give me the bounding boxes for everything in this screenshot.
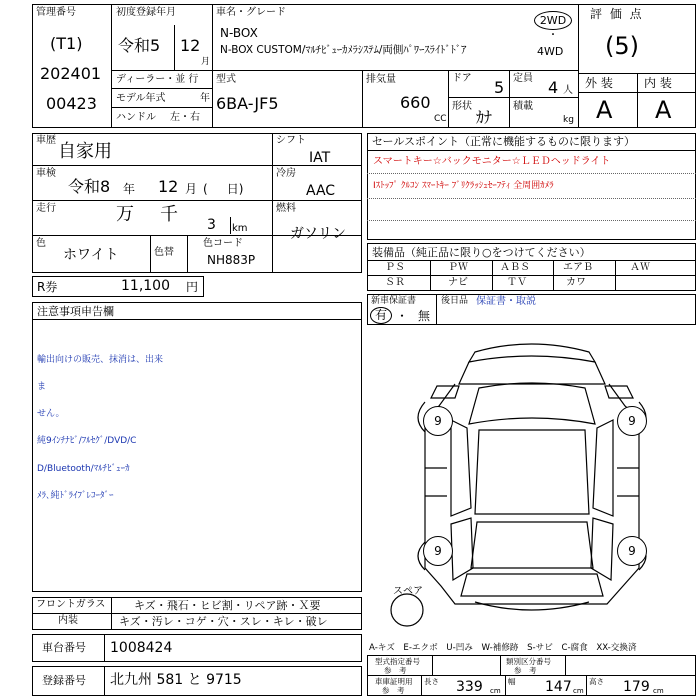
mileage-label: 走行	[36, 203, 56, 214]
year-unit: 年	[200, 93, 210, 104]
length-unit: cm	[490, 687, 501, 695]
shape-value: ｶﾅ	[476, 108, 493, 127]
height-unit: cm	[653, 687, 664, 695]
inspection-day: ( 日)	[203, 182, 244, 196]
mileage-unit: km	[232, 223, 248, 234]
note-line: 輸出向けの販売、抹消は、出来	[37, 355, 164, 365]
displacement-label: 排気量	[366, 74, 396, 85]
carname-label: 車名・グレード	[216, 7, 286, 18]
equip-tv: ＴＶ	[507, 277, 527, 288]
note-line: D/Bluetooth/ﾏﾙﾁﾋﾞｭｰｶ	[37, 464, 130, 474]
docs-label: 後日品	[441, 296, 469, 306]
note-line: ﾒﾗ､純ﾄﾞﾗｲﾌﾞﾚｺｰﾀﾞｰ	[37, 491, 114, 501]
equip-sr: ＳＲ	[385, 277, 405, 288]
note-line: ま	[37, 382, 47, 392]
dealer-label: ディーラー・並 行	[116, 74, 199, 85]
fuel-label: 燃料	[276, 203, 296, 214]
color-label: 色	[36, 238, 46, 249]
shift-value: IAT	[309, 150, 331, 166]
equip-navi: ナビ	[448, 277, 468, 288]
model-cert-label: 型式指定番号	[375, 657, 420, 666]
capacity-value: 4	[548, 78, 559, 97]
interior-items: キズ・汚レ・コゲ・穴・スレ・キレ・破レ	[119, 615, 328, 628]
damage-legend: A-キズ E-エクボ U-凹み W-補修跡 S-サビ C-腐食 XX-交換済	[369, 643, 637, 653]
drive-2wd: 2WD	[534, 11, 572, 30]
cert-ref: 参 考	[382, 686, 405, 695]
ac-label: 冷房	[276, 168, 296, 179]
class-label: 類別区分番号	[506, 657, 551, 666]
warranty-label: 新車保証書	[371, 296, 417, 306]
warranty-sep: ・	[396, 309, 409, 323]
mileage-sen: 千	[160, 204, 178, 225]
height-value: 179	[623, 679, 650, 695]
grade-label: 評 価 点	[590, 7, 644, 21]
grade-value: (5)	[605, 32, 639, 60]
fuel-value: ガソリン	[290, 226, 346, 242]
load-label: 積載	[513, 101, 533, 112]
model-year-label: モデル年式	[116, 93, 166, 104]
handle-value: 左・右	[170, 112, 200, 123]
equip-ps: ＰＳ	[385, 262, 405, 273]
equipment-label: 装備品（純正品に限り○をつけてください）	[372, 246, 591, 259]
first-reg-label: 初度登録年月	[116, 7, 176, 18]
sales-line1: スマートキー☆バックモニター☆ＬＥＤヘッドライト	[373, 156, 611, 167]
drive-dot: ・	[548, 30, 558, 41]
equip-leather: カワ	[566, 277, 586, 288]
ac-value: AAC	[306, 183, 336, 199]
registration-value: 北九州 581 と 9715	[110, 672, 242, 688]
door-value: 5	[494, 78, 505, 97]
notes-label: 注意事項申告欄	[37, 305, 114, 318]
drive-4wd: 4WD	[537, 45, 564, 58]
capacity-unit: 人	[563, 85, 573, 96]
warranty-yes: 有	[370, 307, 392, 324]
inspection-year-unit: 年	[123, 182, 136, 196]
recycle-unit: 円	[186, 280, 199, 294]
inspection-era: 令和8	[68, 177, 111, 196]
tire-front-right: 9	[617, 406, 647, 436]
inspection-label: 車検	[36, 168, 56, 179]
interior-value: A	[655, 96, 672, 124]
color-code-label: 色コード	[203, 238, 243, 249]
inspection-month: 12	[158, 177, 179, 196]
capacity-label: 定員	[513, 73, 533, 84]
note-line: せん。	[37, 409, 65, 419]
car-grade: N-BOX CUSTOM/ﾏﾙﾁﾋﾞｭｰｶﾒﾗｼｽﾃﾑ/両側ﾊﾟﾜｰｽﾗｲﾄﾞﾄﾞｱ	[220, 44, 467, 56]
equip-pw: ＰＷ	[448, 262, 468, 273]
warranty-no: 無	[418, 309, 431, 323]
history-label: 車歴	[36, 135, 56, 146]
color-value: ホワイト	[63, 247, 119, 263]
handle-label: ハンドル	[116, 112, 156, 123]
tire-rear-right: 9	[617, 536, 647, 566]
sales-label: セールスポイント（正常に機能するものに限ります）	[372, 135, 636, 148]
color-code-value: NH883P	[207, 253, 256, 267]
chassis-value: 1008424	[110, 640, 173, 656]
car-name: N-BOX	[220, 26, 258, 40]
recycle-frame	[32, 276, 204, 297]
cert-label: 車庫証明用	[375, 677, 413, 686]
first-reg-era: 令和5	[118, 36, 161, 55]
spare-label: スペア	[393, 586, 423, 597]
note-line: 純9ｲﾝﾁﾅﾋﾞ/ﾌﾙｾｸﾞ/DVD/C	[37, 436, 137, 446]
tire-front-left: 9	[423, 406, 453, 436]
tire-rear-left: 9	[423, 536, 453, 566]
width-label: 幅	[508, 677, 516, 686]
model-label: 型式	[216, 74, 236, 85]
docs-value: 保証書・取説	[476, 296, 536, 307]
model-value: 6BA-JF5	[216, 94, 279, 113]
recycle-label: R券	[37, 280, 58, 294]
history-value: 自家用	[58, 141, 112, 162]
sales-line2: Iｽﾄｯﾌﾟ ｸﾙｺﾝ ｽﾏｰﾄｷｰ ﾌﾞﾘｸﾗｯｼｭｾｰﾌﾃｨ 全周囲ｶﾒﾗ	[373, 181, 554, 191]
class-ref: 参 考	[514, 666, 537, 675]
length-value: 339	[456, 679, 483, 695]
inspection-month-unit: 月	[185, 182, 198, 196]
equip-abs: ＡＢＳ	[500, 262, 530, 273]
equip-aw: ＡＷ	[630, 262, 650, 273]
door-label: ドア	[452, 73, 472, 84]
spare-tire-icon	[391, 594, 423, 626]
model-cert-ref: 参 考	[384, 666, 407, 675]
shape-label: 形状	[452, 101, 472, 112]
mileage-value: 3	[207, 217, 216, 233]
width-value: 147	[545, 679, 572, 695]
kanri-code: (T1)	[50, 34, 83, 53]
height-label: 高さ	[589, 677, 604, 686]
first-reg-month: 12	[180, 36, 201, 55]
kanri-no1: 202401	[40, 64, 102, 83]
displacement-unit: CC	[434, 114, 447, 124]
shift-label: シフト	[276, 135, 306, 146]
kanri-no2: 00423	[46, 94, 97, 113]
mileage-man: 万	[116, 204, 134, 225]
load-unit: kg	[563, 115, 574, 125]
color-change-label: 色替	[154, 247, 174, 258]
chassis-label: 車台番号	[42, 641, 86, 654]
recycle-value: 11,100	[121, 278, 170, 294]
equip-airbag: エアＢ	[563, 262, 593, 273]
registration-label: 登録番号	[42, 674, 86, 687]
kanri-label: 管理番号	[36, 7, 76, 18]
interior-label-glass: 内装	[58, 615, 78, 626]
width-unit: cm	[573, 687, 584, 695]
interior-label: 内 装	[644, 76, 672, 90]
notes-frame	[32, 302, 362, 592]
month-unit: 月	[201, 57, 211, 67]
front-glass-items: キズ・飛石・ヒビ割・リペア跡・Ｘ要	[134, 599, 321, 612]
exterior-label: 外 装	[585, 76, 613, 90]
length-label: 長さ	[424, 677, 439, 686]
front-glass-label: フロントガラス	[36, 599, 106, 610]
displacement-value: 660	[400, 93, 431, 112]
exterior-value: A	[596, 96, 613, 124]
